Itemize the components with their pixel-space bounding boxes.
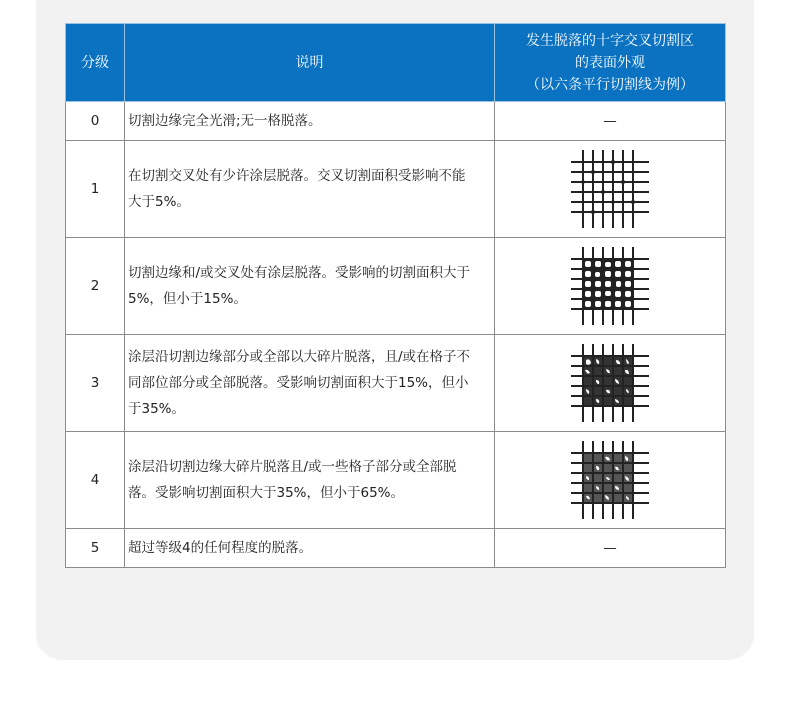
- dash-mark: —: [603, 540, 617, 556]
- description-cell: 超过等级4的任何程度的脱落。: [125, 529, 495, 568]
- header-appearance-line2: 的表面外观: [575, 54, 645, 71]
- appearance-cell: [495, 335, 726, 432]
- table-row: [66, 335, 726, 432]
- grade-cell: 3: [66, 335, 125, 432]
- appearance-cell: [495, 102, 726, 141]
- table-row: [66, 529, 726, 568]
- grid-heavy-flaking-icon: [569, 439, 651, 521]
- description-cell: 切割边缘和/或交叉处有涂层脱落。受影响的切割面积大于5%，但小于15%。: [125, 238, 495, 335]
- appearance-cell: [495, 238, 726, 335]
- cross-cut-grade-table: [65, 23, 726, 568]
- header-description: 说明: [125, 24, 495, 102]
- description-cell: 涂层沿切割边缘大碎片脱落且/或一些格子部分或全部脱落。受影响切割面积大于35%，但小于65%。: [125, 432, 495, 529]
- table-row: [66, 432, 726, 529]
- grade-cell: 2: [66, 238, 125, 335]
- dash-mark: —: [603, 113, 617, 129]
- grade-cell: 1: [66, 141, 125, 238]
- grid-large-flakes-icon: [569, 342, 651, 424]
- description-cell: 切割边缘完全光滑;无一格脱落。: [125, 102, 495, 141]
- description-cell: 涂层沿切割边缘部分或全部以大碎片脱落，且/或在格子不同部位部分或全部脱落。受影响切割面积大于15%，但小于35%。: [125, 335, 495, 432]
- appearance-cell: [495, 529, 726, 568]
- table-row: [66, 238, 726, 335]
- grade-cell: 4: [66, 432, 125, 529]
- grade-cell: 5: [66, 529, 125, 568]
- description-cell: 在切割交叉处有少许涂层脱落。交叉切割面积受影响不能大于5%。: [125, 141, 495, 238]
- grade-cell: 0: [66, 102, 125, 141]
- table-row: [66, 141, 726, 238]
- appearance-cell: [495, 141, 726, 238]
- appearance-cell: [495, 432, 726, 529]
- table-header-row: [66, 24, 726, 102]
- header-appearance-line3: （以六条平行切割线为例）: [526, 76, 694, 93]
- header-appearance: [495, 24, 726, 102]
- table-row: [66, 102, 726, 141]
- header-appearance-line1: 发生脱落的十字交叉切割区: [526, 32, 694, 49]
- header-grade: 分级: [66, 24, 125, 102]
- grid-slight-flaking-icon: [569, 148, 651, 230]
- grid-edge-flaking-icon: [569, 245, 651, 327]
